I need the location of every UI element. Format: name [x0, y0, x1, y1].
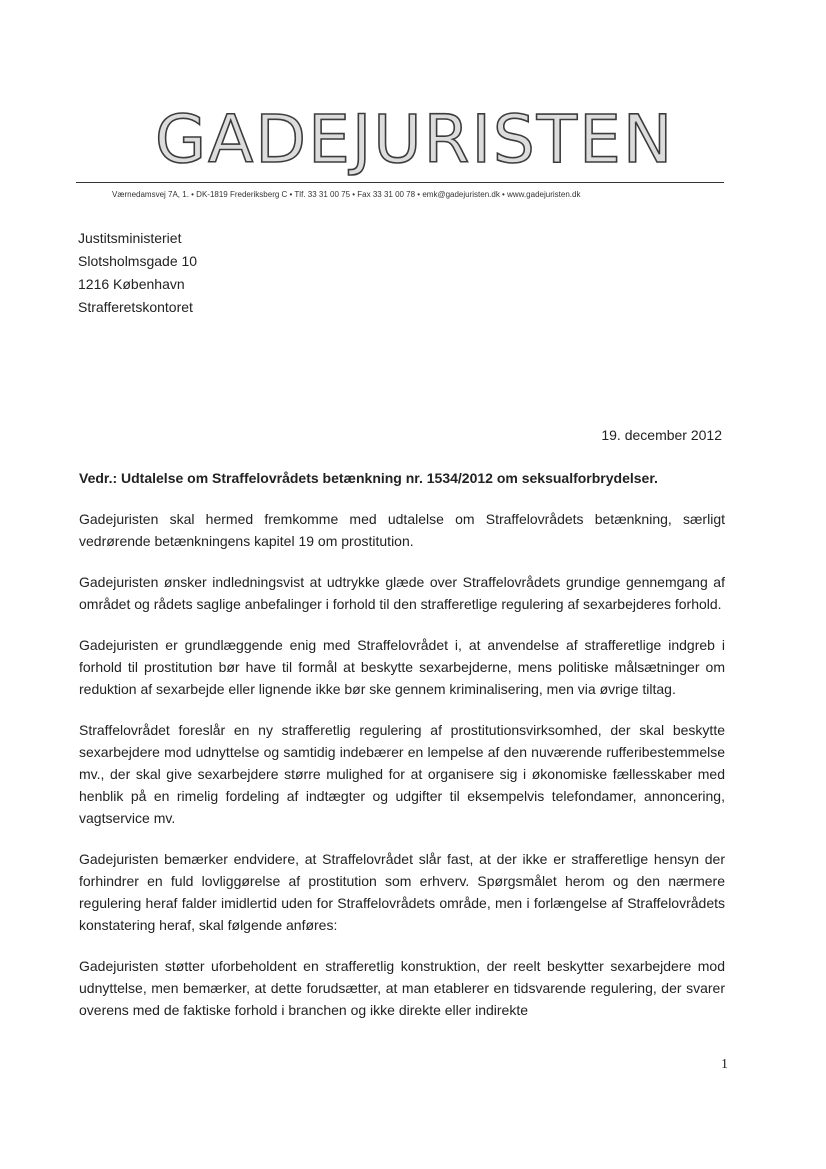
body-paragraph: Gadejuristen skal hermed fremkomme med udtalelse om Straffelovrådets betænkning, særligt vedrørende betænkningens kapitel 19 om prostitution.: [79, 511, 725, 549]
recipient-line: 1216 København: [78, 276, 185, 292]
letter-date: 19. december 2012: [601, 427, 722, 443]
body-paragraph: Gadejuristen er grundlæggende enig med Straffelovrådet i, at anvendelse af strafferetlige indgreb i forhold til prostitution bør have til formål at beskytte sexarbejderne, mens politiske målsætninger om reduktion af sexarbejde eller lignende ikke bør ske gennem kriminalisering, men via øvrige tiltag.: [79, 637, 725, 697]
letterhead-divider: [76, 182, 724, 183]
recipient-line: Strafferetskontoret: [78, 299, 193, 315]
letter-body: [79, 508, 725, 1040]
letterhead-logo: GADEJURISTEN: [155, 101, 675, 178]
recipient-line: Slotsholmsgade 10: [78, 253, 198, 269]
recipient-address: [78, 227, 197, 319]
body-paragraph: Gadejuristen bemærker endvidere, at Straffelovrådet slår fast, at der ikke er strafferetlige hensyn der forhindrer en fuld lovliggørelse af prostitution som erhverv. Spørgsmålet herom og den nærmere regulering heraf falder imidlertid uden for Straffelovrådets område, men i forlængelse af Straffelovrådets konstatering heraf, skal følgende anføres:: [79, 851, 725, 933]
page-number: 1: [721, 1057, 728, 1072]
letterhead-contact-line: Værnedamsvej 7A, 1. • DK-1819 Frederiksberg C • Tlf. 33 31 00 75 • Fax 33 31 00 78 • emk@gadejuristen.dk • www.gadejuristen.dk: [112, 190, 581, 199]
letter-subject: Vedr.: Udtalelse om Straffelovrådets betænkning nr. 1534/2012 om seksualforbrydelser.: [79, 470, 658, 486]
body-paragraph: Gadejuristen ønsker indledningsvist at udtrykke glæde over Straffelovrådets grundige gennemgang af området og rådets saglige anbefalinger i forhold til den strafferetlige regulering af sexarbejderes forhold.: [79, 574, 725, 612]
recipient-line: Justitsministeriet: [78, 230, 182, 246]
body-paragraph: Gadejuristen støtter uforbeholdent en strafferetlig konstruktion, der reelt beskytter sexarbejdere mod udnyttelse, men bemærker, at dette forudsætter, at man etablerer en tidsvarende regulering, der svarer overens med de faktiske forhold i branchen og ikke direkte eller indirekte: [79, 958, 725, 1018]
body-paragraph: Straffelovrådet foreslår en ny strafferetlig regulering af prostitutionsvirksomhed, der skal beskytte sexarbejdere mod udnyttelse og samtidig indebærer en lempelse af den nuværende rufferibestemmelse mv., der skal give sexarbejdere større mulighed for at organisere sig i økonomiske fællesskaber med henblik på en rimelig fordeling af indtægter og udgifter til eksempelvis telefondamer, annoncering, vagtservice mv.: [79, 722, 725, 826]
